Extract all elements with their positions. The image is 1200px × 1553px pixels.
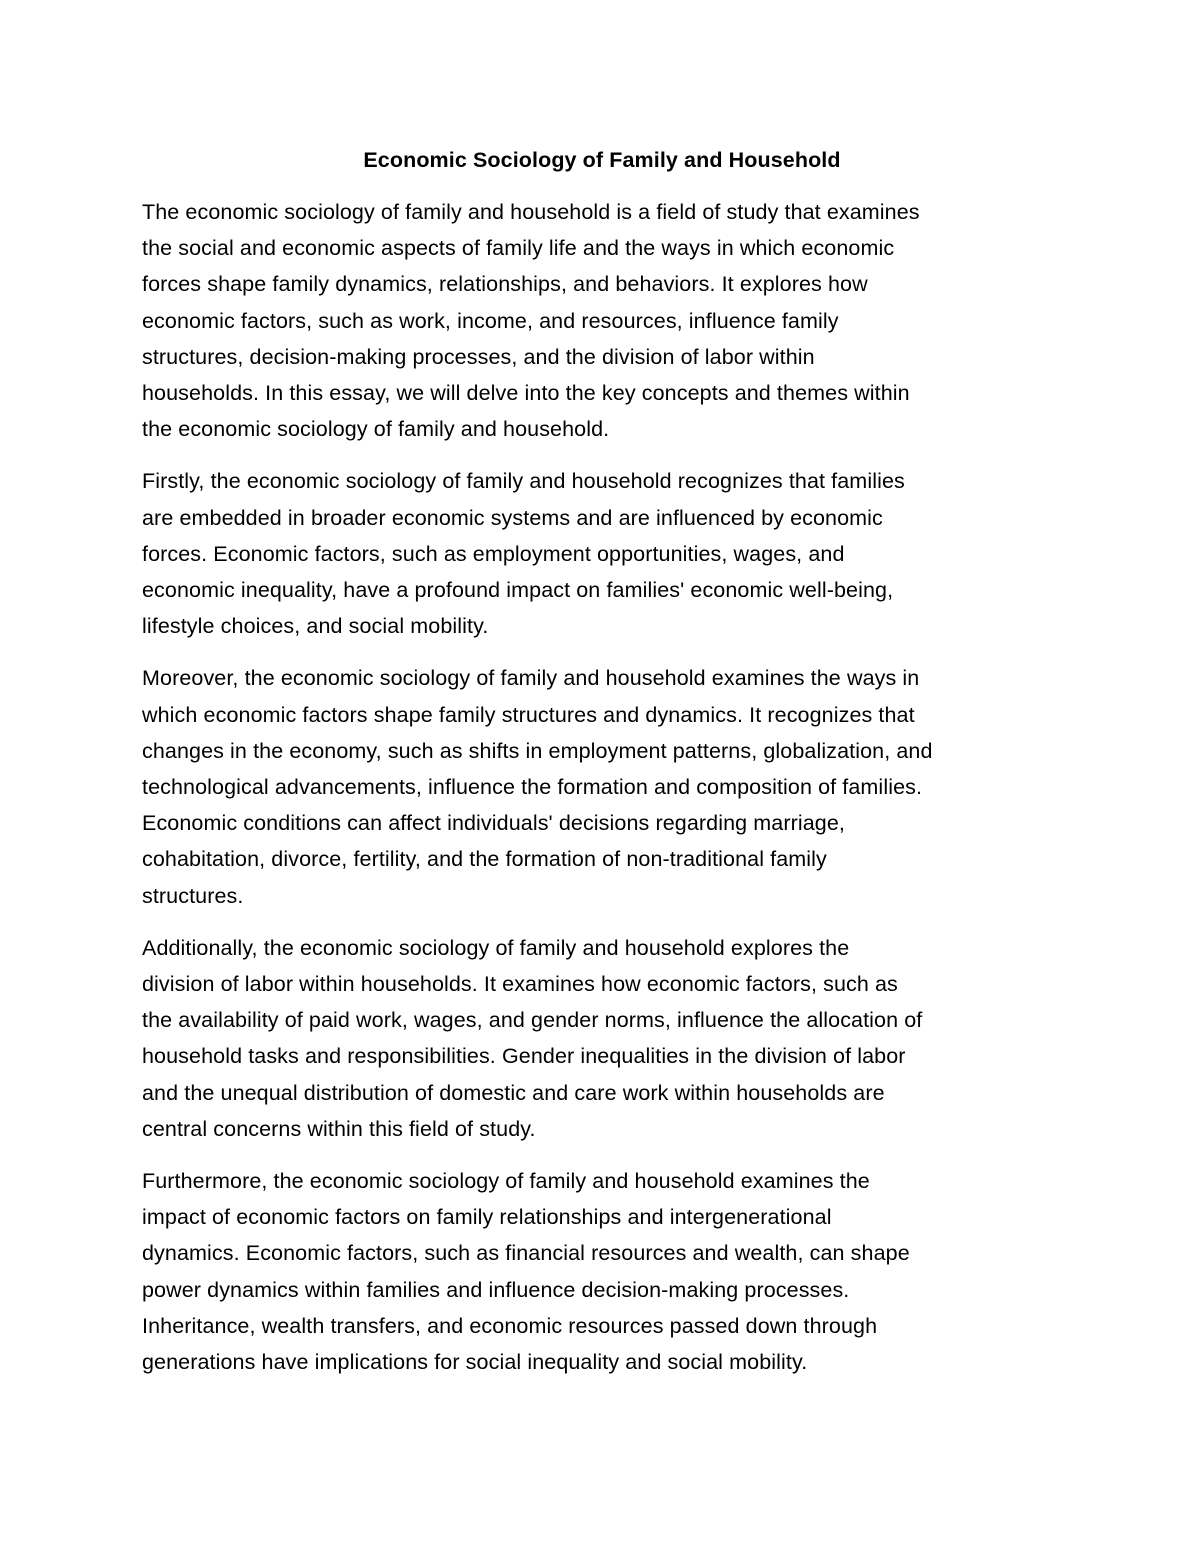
paragraph-line: power dynamics within families and influence decision-making processes.	[142, 1277, 850, 1302]
paragraph-line: economic inequality, have a profound impact on families' economic well-being,	[142, 578, 894, 603]
paragraph-line: Moreover, the economic sociology of family and household examines the ways in	[142, 666, 920, 691]
paragraph-line: structures, decision-making processes, and the division of labor within	[142, 344, 815, 369]
paragraph-line: Economic conditions can affect individuals' decisions regarding marriage,	[142, 811, 845, 836]
paragraph-line: Furthermore, the economic sociology of family and household examines the	[142, 1169, 870, 1194]
paragraph-line: forces shape family dynamics, relationships, and behaviors. It explores how	[142, 272, 868, 297]
paragraph-line: central concerns within this field of study.	[142, 1116, 536, 1141]
document-title: Economic Sociology of Family and Household	[363, 148, 841, 172]
paragraph-additionally	[142, 930, 1062, 1147]
paragraph-intro	[142, 194, 1062, 447]
paragraph-moreover	[142, 660, 1062, 913]
paragraph-line: changes in the economy, such as shifts in employment patterns, globalization, and	[142, 738, 933, 763]
paragraph-line: dynamics. Economic factors, such as financial resources and wealth, can shape	[142, 1241, 910, 1266]
paragraph-line: households. In this essay, we will delve into the key concepts and themes within	[142, 381, 910, 406]
paragraph-line: lifestyle choices, and social mobility.	[142, 614, 489, 639]
paragraph-line: which economic factors shape family structures and dynamics. It recognizes that	[142, 702, 915, 727]
paragraph-line: division of labor within households. It examines how economic factors, such as	[142, 972, 898, 997]
paragraph-line: The economic sociology of family and household is a field of study that examines	[142, 200, 920, 224]
paragraph-line: are embedded in broader economic systems and are influenced by economic	[142, 505, 883, 530]
paragraph-line: Inheritance, wealth transfers, and economic resources passed down through	[142, 1313, 878, 1338]
paragraph-firstly	[142, 463, 1062, 644]
paragraph-line: economic factors, such as work, income, and resources, influence family	[142, 308, 839, 333]
paragraph-line: Additionally, the economic sociology of family and household explores the	[142, 935, 850, 960]
paragraph-furthermore	[142, 1163, 1062, 1380]
paragraph-line: impact of economic factors on family relationships and intergenerational	[142, 1205, 832, 1230]
paragraph-line: and the unequal distribution of domestic and care work within households are	[142, 1080, 885, 1105]
paragraph-line: cohabitation, divorce, fertility, and the formation of non-traditional family	[142, 847, 827, 872]
paragraph-line: the availability of paid work, wages, and gender norms, influence the allocation of	[142, 1008, 923, 1033]
paragraph-line: Firstly, the economic sociology of family and household recognizes that families	[142, 469, 905, 494]
document-body	[142, 138, 1062, 1396]
paragraph-line: the economic sociology of family and household.	[142, 417, 610, 442]
paragraph-line: forces. Economic factors, such as employment opportunities, wages, and	[142, 541, 845, 566]
paragraph-line: generations have implications for social inequality and social mobility.	[142, 1350, 808, 1375]
paragraph-line: the social and economic aspects of family life and the ways in which economic	[142, 236, 895, 261]
paragraph-line: technological advancements, influence the formation and composition of families.	[142, 775, 923, 800]
paragraph-line: structures.	[142, 883, 244, 908]
paragraph-line: household tasks and responsibilities. Gender inequalities in the division of labor	[142, 1044, 906, 1069]
